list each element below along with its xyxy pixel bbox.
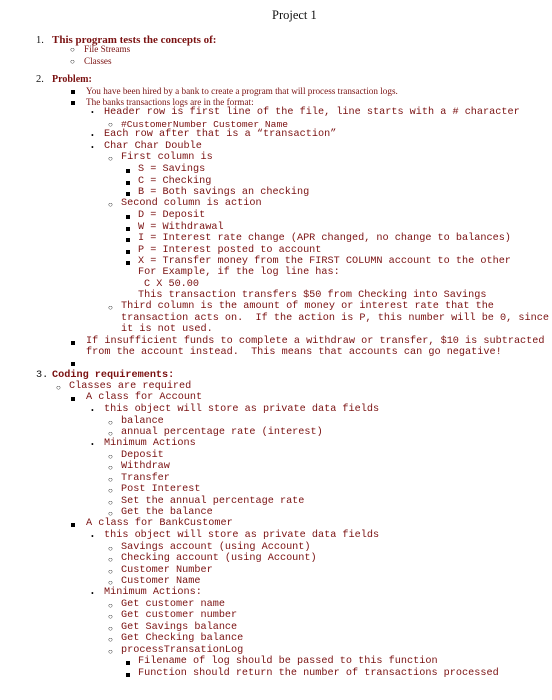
square-bullet-icon xyxy=(126,238,130,242)
hollow-bullet-icon: ○ xyxy=(56,383,61,392)
hollow-bullet-icon: ○ xyxy=(108,578,113,587)
list-item: Classes are required xyxy=(69,381,192,392)
list-item: Second column is action xyxy=(121,198,262,209)
hollow-bullet-icon: ○ xyxy=(108,555,113,564)
list-item: Each row after that is a “transaction” xyxy=(104,129,337,140)
hollow-bullet-icon: ○ xyxy=(108,635,113,644)
list-item: File Streams xyxy=(84,44,131,54)
hollow-bullet-icon: ○ xyxy=(70,45,75,54)
hollow-bullet-icon: ○ xyxy=(108,200,113,209)
list-item-continuation: it is not used. xyxy=(121,324,213,335)
square-bullet-icon xyxy=(126,192,130,196)
example-description: This transaction transfers $50 from Checking into Savings xyxy=(138,290,487,301)
list-item: Filename of log should be passed to this function xyxy=(138,656,438,667)
dot-bullet-icon: • xyxy=(91,440,94,449)
list-item: First column is xyxy=(121,152,213,163)
hollow-bullet-icon: ○ xyxy=(108,647,113,656)
list-item: D = Deposit xyxy=(138,210,206,221)
hollow-bullet-icon: ○ xyxy=(108,498,113,507)
dot-bullet-icon: • xyxy=(91,589,94,598)
list-item: The banks transactions logs are in the format: xyxy=(86,97,254,107)
list-item: W = Withdrawal xyxy=(138,222,224,233)
square-bullet-icon xyxy=(126,661,130,665)
square-bullet-icon xyxy=(126,250,130,254)
list-item: Deposit xyxy=(121,450,164,461)
square-bullet-icon xyxy=(126,261,130,265)
hollow-bullet-icon: ○ xyxy=(70,57,75,66)
list-item: Savings account (using Account) xyxy=(121,542,311,553)
section-3-number: 3. xyxy=(36,370,49,381)
example-intro: For Example, if the log line has: xyxy=(138,267,340,278)
list-item: Header row is first line of the file, line starts with a # character xyxy=(104,107,520,118)
square-bullet-icon xyxy=(126,673,130,677)
square-bullet-icon xyxy=(71,90,75,94)
list-item: Set the annual percentage rate xyxy=(121,496,305,507)
hollow-bullet-icon: ○ xyxy=(108,418,113,427)
hollow-bullet-icon: ○ xyxy=(108,567,113,576)
hollow-bullet-icon: ○ xyxy=(108,154,113,163)
list-item: P = Interest posted to account xyxy=(138,245,322,256)
list-item: Minimum Actions xyxy=(104,438,196,449)
list-item: Minimum Actions: xyxy=(104,587,202,598)
list-item: Get the balance xyxy=(121,507,213,518)
list-item: You have been hired by a bank to create a program that will process transaction logs. xyxy=(86,86,398,96)
hollow-bullet-icon: ○ xyxy=(108,509,113,518)
list-item: Transfer xyxy=(121,473,170,484)
list-item: A class for BankCustomer xyxy=(86,518,233,529)
list-item: Function should return the number of transactions processed xyxy=(138,668,499,679)
hollow-bullet-icon: ○ xyxy=(108,303,113,312)
list-item: Get customer name xyxy=(121,599,225,610)
list-item-continuation: transaction acts on. If the action is P, this number will be 0, since xyxy=(121,313,549,324)
hollow-bullet-icon: ○ xyxy=(108,463,113,472)
example-log-line: C X 50.00 xyxy=(144,279,200,290)
list-item: Get Checking balance xyxy=(121,633,244,644)
list-item: Third column is the amount of money or interest rate that the xyxy=(121,301,494,312)
square-bullet-icon xyxy=(126,227,130,231)
list-item: X = Transfer money from the FIRST COLUMN account to the other xyxy=(138,256,511,267)
list-item: this object will store as private data fields xyxy=(104,404,380,415)
list-item: Customer Name xyxy=(121,576,201,587)
section-1-number: 1. xyxy=(36,35,44,46)
hollow-bullet-icon: ○ xyxy=(108,624,113,633)
list-item: C = Checking xyxy=(138,176,212,187)
square-bullet-icon xyxy=(71,362,75,366)
hollow-bullet-icon: ○ xyxy=(108,544,113,553)
square-bullet-icon xyxy=(71,101,75,105)
section-2-heading: Problem: xyxy=(52,74,92,85)
square-bullet-icon xyxy=(126,215,130,219)
list-item: annual percentage rate (interest) xyxy=(121,427,323,438)
dot-bullet-icon: • xyxy=(91,143,94,152)
list-item-continuation: from the account instead. This means that accounts can go negative! xyxy=(86,347,502,358)
square-bullet-icon xyxy=(126,169,130,173)
section-1-heading: This program tests the concepts of: xyxy=(52,34,217,46)
hollow-bullet-icon: ○ xyxy=(108,612,113,621)
list-item: A class for Account xyxy=(86,392,203,403)
hollow-bullet-icon: ○ xyxy=(108,120,113,129)
list-item: Get Savings balance xyxy=(121,622,238,633)
hollow-bullet-icon: ○ xyxy=(108,452,113,461)
hollow-bullet-icon: ○ xyxy=(108,601,113,610)
list-item: Get customer number xyxy=(121,610,238,621)
list-item: If insufficient funds to complete a withdraw or transfer, $10 is subtracted xyxy=(86,336,545,347)
list-item: Classes xyxy=(84,56,112,66)
dot-bullet-icon: • xyxy=(91,532,94,541)
section-2-number: 2. xyxy=(36,74,44,85)
list-item: Char Char Double xyxy=(104,141,202,152)
dot-bullet-icon: • xyxy=(91,131,94,140)
hollow-bullet-icon: ○ xyxy=(108,475,113,484)
list-item: #CustomerNumber Customer Name xyxy=(121,119,288,130)
list-item: I = Interest rate change (APR changed, no change to balances) xyxy=(138,233,511,244)
hollow-bullet-icon: ○ xyxy=(108,429,113,438)
list-item: Post Interest xyxy=(121,484,201,495)
list-item: this object will store as private data fields xyxy=(104,530,380,541)
square-bullet-icon xyxy=(71,523,75,527)
square-bullet-icon xyxy=(71,397,75,401)
square-bullet-icon xyxy=(126,181,130,185)
dot-bullet-icon: • xyxy=(91,108,94,117)
list-item: balance xyxy=(121,416,164,427)
square-bullet-icon xyxy=(71,341,75,345)
page-title: Project 1 xyxy=(272,8,317,22)
dot-bullet-icon: • xyxy=(91,406,94,415)
list-item: processTransationLog xyxy=(121,645,244,656)
section-3-heading: Coding requirements: xyxy=(52,370,175,381)
list-item: Withdraw xyxy=(121,461,170,472)
list-item: B = Both savings an checking xyxy=(138,187,310,198)
hollow-bullet-icon: ○ xyxy=(108,486,113,495)
list-item: Checking account (using Account) xyxy=(121,553,317,564)
list-item: Customer Number xyxy=(121,565,213,576)
list-item: S = Savings xyxy=(138,164,206,175)
